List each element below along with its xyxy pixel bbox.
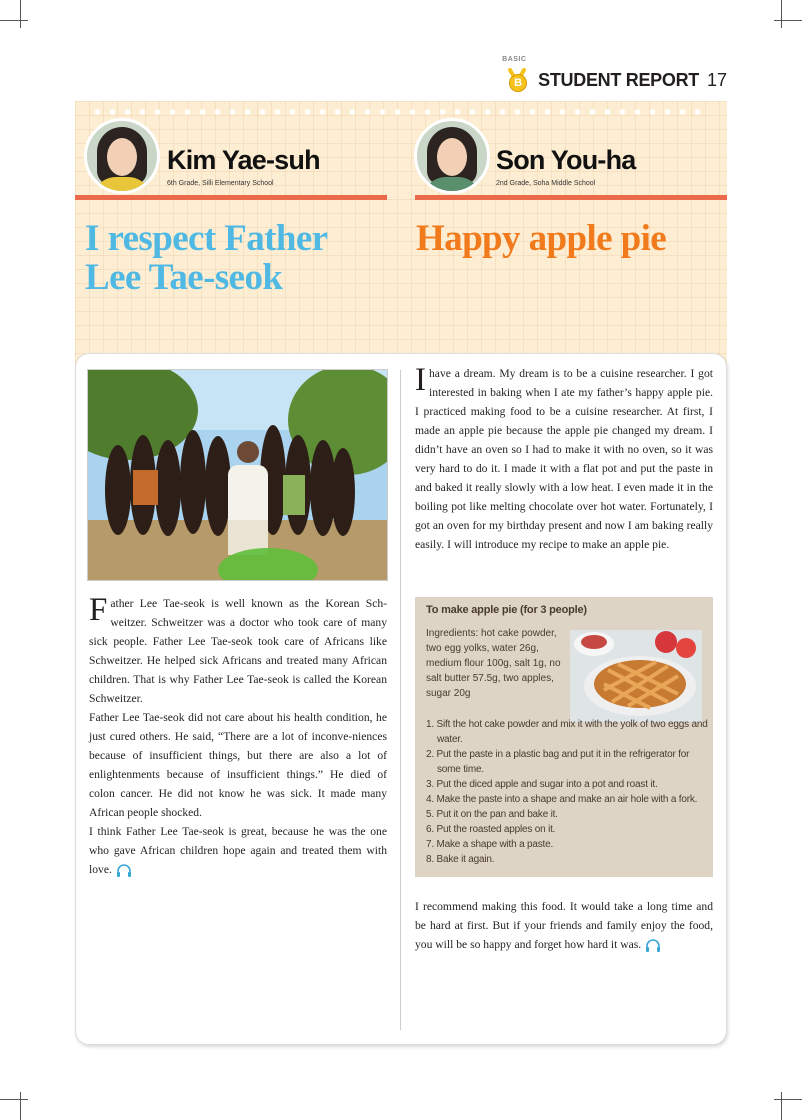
photo-apple-pie xyxy=(570,630,702,722)
title-line-2: Lee Tae-seok xyxy=(85,257,283,298)
crop-mark xyxy=(20,0,21,28)
article-closing-right xyxy=(415,897,713,954)
avatar-son-you-ha xyxy=(414,118,490,194)
paragraph-text: I recommend making this food. It would take a long time and be hard at first. But if your friends and family enjoy the food, you will be so happy and forget how hard it was. xyxy=(415,900,713,951)
recipe-step: 3. Put the diced apple and sugar into a pot and roast it. xyxy=(426,779,658,790)
student-name-left: Kim Yae-suh xyxy=(167,145,320,175)
student-school-right: 2nd Grade, Soha Middle School xyxy=(496,180,596,187)
recipe-box xyxy=(415,597,713,877)
badge-letter: B xyxy=(509,74,527,92)
paragraph xyxy=(89,594,387,708)
drop-cap: F xyxy=(89,592,108,628)
paragraph xyxy=(415,897,713,954)
paragraph: Father Lee Tae-seok did not care about his health condition, he just cured others. He said, “There are a lot of inconve-niences because of insufficient things, but there are also a lot of enlightenments because of insufficient things.” He died of colon cancer. He did not know he was sick. It made many African people shocked. xyxy=(89,711,387,819)
article-title-right: Happy apple pie xyxy=(416,218,667,259)
dotted-border xyxy=(90,108,710,116)
paragraph xyxy=(89,822,387,879)
avatar-kim-yae-suh xyxy=(84,118,160,194)
crop-mark xyxy=(774,20,802,21)
headphones-icon xyxy=(116,864,132,877)
student-school-left: 6th Grade, Silli Elementary School xyxy=(167,180,274,187)
crop-mark xyxy=(781,0,782,28)
title-line-1: I respect Father xyxy=(85,218,328,259)
crop-mark xyxy=(781,1092,782,1120)
paragraph xyxy=(415,364,713,554)
paragraph-text: I think Father Lee Tae-seok is great, because he was the one who gave African children hope again and treated them with love. xyxy=(89,825,387,876)
crop-mark xyxy=(774,1099,802,1100)
recipe-step: 5. Put it on the pan and bake it. xyxy=(426,809,558,820)
recipe-steps xyxy=(426,717,709,867)
paragraph-text: have a dream. My dream is to be a cuisine researcher. I got interested in baking when I ate my father’s happy apple pie. I practiced making food to be a cuisine researcher. At first, I made an apple pie because the apple pie changed my dream. I didn’t have an oven so I had to make it with no oven, so it was very hard to do it. I made it with a flat pot and put the paste in and baked it really slowly with a low heat. I even made it in the boiling pot like melting chocolate over hot water. Fortunately, I got an oven for my birthday present and now I am baking really easily. I will introduce my recipe to make an apple pie. xyxy=(415,367,713,551)
recipe-title: To make apple pie (for 3 people) xyxy=(426,604,587,616)
photo-children xyxy=(87,369,388,581)
paragraph-text: ather Lee Tae-seok is well known as the Korean Sch-weitzer. Schweitzer was a doctor who took care of many sick people. Father Lee Tae-seok took care of Africans like Schweitzer. He helped sick Africans and treated many African children. That is why Father Lee Tae-seok is called the Korean Schweitzer. xyxy=(89,597,387,705)
recipe-step: 6. Put the roasted apples on it. xyxy=(426,824,556,835)
recipe-step: 2. Put the paste in a plastic bag and put it in the refrigerator for some time. xyxy=(426,749,690,775)
recipe-step: 1. Sift the hot cake powder and mix it with the yolk of two eggs and water. xyxy=(426,719,708,745)
section-title: STUDENT REPORT xyxy=(538,69,699,90)
recipe-step: 8. Bake it again. xyxy=(426,854,495,865)
title-rule-right xyxy=(415,195,727,200)
recipe-step: 4. Make the paste into a shape and make an air hole with a fork. xyxy=(426,794,698,805)
page-header xyxy=(502,56,727,94)
badge-label: BASIC xyxy=(502,56,527,63)
crop-mark xyxy=(20,1092,21,1120)
title-rule-left xyxy=(75,195,387,200)
article-body-left xyxy=(89,594,387,879)
headphones-icon xyxy=(645,939,661,952)
recipe-ingredients: Ingredients: hot cake powder, two egg yolks, water 26g, medium flour 100g, salt 1g, no salt butter 57.5g, two apples, sugar 20g xyxy=(426,628,561,699)
crop-mark xyxy=(0,20,28,21)
article-title-left xyxy=(85,219,327,297)
drop-cap: I xyxy=(415,362,426,398)
recipe-step: 7. Make a shape with a paste. xyxy=(426,839,554,850)
page-number: 17 xyxy=(706,69,727,90)
article-body-right xyxy=(415,364,713,554)
basic-badge-icon xyxy=(502,56,530,94)
column-divider xyxy=(400,370,401,1030)
student-name-right: Son You-ha xyxy=(496,145,636,175)
crop-mark xyxy=(0,1099,28,1100)
